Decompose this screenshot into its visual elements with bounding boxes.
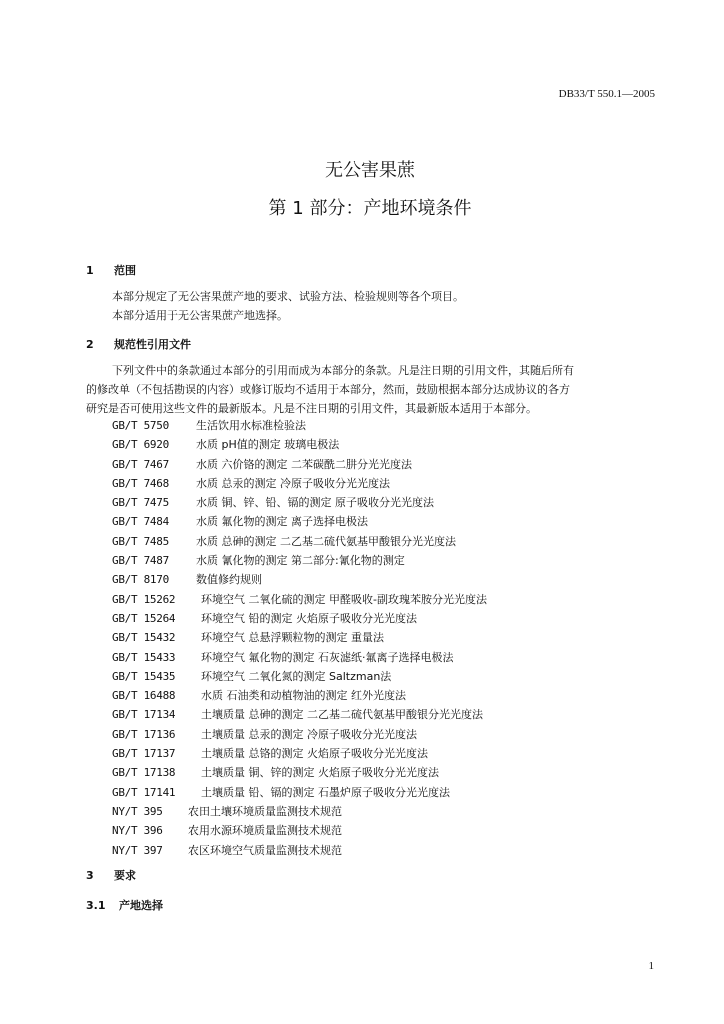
section-number: 3.1 [86, 899, 106, 912]
reference-code: GB/T 6920 [112, 438, 169, 452]
reference-title: 土壤质量 总砷的测定 二乙基二硫代氨基甲酸银分光光度法 [201, 708, 483, 722]
section-3-1-heading [86, 897, 163, 913]
reference-title: 水质 总砷的测定 二乙基二硫代氨基甲酸银分光光度法 [196, 534, 456, 548]
reference-title: 农用水源环境质量监测技术规范 [188, 824, 342, 838]
reference-title: 数值修约规则 [196, 573, 262, 587]
section-1-heading [86, 262, 136, 278]
reference-title: 水质 六价铬的测定 二苯碳酰二肼分光光度法 [196, 457, 412, 471]
reference-title: 水质 氰化物的测定 第二部分:氰化物的测定 [196, 554, 405, 568]
normative-intro-line-1: 下列文件中的条款通过本部分的引用而成为本部分的条款。凡是注日期的引用文件，其随后所有 [112, 364, 574, 377]
reference-title: 生活饮用水标准检验法 [196, 419, 306, 432]
reference-title: 水质 pH值的测定 玻璃电极法 [196, 438, 340, 452]
document-subtitle: 第 1 部分：产地环境条件 [268, 198, 472, 219]
reference-code: GB/T 15432 [112, 631, 176, 645]
reference-item [112, 802, 342, 821]
scope-paragraph-2: 本部分适用于无公害果蔗产地选择。 [112, 309, 288, 322]
reference-title: 水质 铜、锌、铅、镉的测定 原子吸收分光光度法 [196, 496, 434, 510]
reference-item [112, 493, 434, 512]
section-title: 要求 [114, 869, 136, 882]
reference-item [112, 551, 405, 570]
reference-item [112, 667, 392, 686]
reference-code: GB/T 8170 [112, 573, 169, 587]
reference-code: GB/T 16488 [112, 689, 176, 703]
reference-title: 土壤质量 铜、锌的测定 火焰原子吸收分光光度法 [201, 766, 439, 780]
reference-code: NY/T 397 [112, 843, 163, 857]
section-title: 产地选择 [119, 899, 163, 912]
reference-item [112, 648, 454, 667]
reference-code: NY/T 396 [112, 824, 163, 838]
reference-list [112, 416, 487, 860]
reference-title: 农田土壤环境质量监测技术规范 [188, 804, 342, 818]
reference-title: 环境空气 二氧化硫的测定 甲醛吸收-副玫瑰苯胺分光光度法 [201, 592, 487, 606]
reference-item [112, 628, 384, 647]
document-code: DB33/T 550.1—2005 [558, 88, 655, 100]
reference-title: 环境空气 氟化物的测定 石灰滤纸·氟离子选择电极法 [201, 650, 454, 664]
reference-item [112, 841, 342, 860]
section-number: 3 [86, 869, 94, 882]
reference-item [112, 590, 487, 609]
section-3-heading [86, 867, 136, 883]
reference-code: GB/T 15262 [112, 592, 176, 606]
scope-paragraph-1: 本部分规定了无公害果蔗产地的要求、试验方法、检验规则等各个项目。 [112, 290, 464, 303]
reference-code: GB/T 7475 [112, 496, 169, 510]
section-number: 2 [86, 338, 94, 351]
section-2-heading [86, 336, 191, 352]
reference-title: 水质 氟化物的测定 离子选择电极法 [196, 515, 368, 529]
reference-item [112, 705, 483, 724]
reference-code: GB/T 17138 [112, 766, 176, 780]
reference-item [112, 783, 450, 802]
reference-code: GB/T 7468 [112, 476, 169, 490]
reference-code: GB/T 15435 [112, 669, 176, 683]
reference-title: 农区环境空气质量监测技术规范 [188, 843, 342, 857]
reference-code: GB/T 17136 [112, 727, 176, 741]
section-title: 范围 [114, 264, 136, 277]
normative-intro-line-3: 研究是否可使用这些文件的最新版本。凡是不注日期的引用文件，其最新版本适用于本部分。 [86, 402, 537, 415]
reference-title: 土壤质量 总汞的测定 冷原子吸收分光光度法 [201, 727, 417, 741]
normative-intro-line-2: 的修改单（不包括勘误的内容）或修订版均不适用于本部分，然而，鼓励根据本部分达成协议的各方 [86, 383, 570, 396]
reference-item [112, 435, 340, 454]
reference-title: 水质 总汞的测定 冷原子吸收分光光度法 [196, 476, 390, 490]
reference-code: GB/T 17137 [112, 747, 176, 761]
reference-item [112, 686, 406, 705]
reference-title: 土壤质量 总铬的测定 火焰原子吸收分光光度法 [201, 747, 428, 761]
reference-code: GB/T 15433 [112, 650, 176, 664]
reference-item [112, 512, 368, 531]
reference-title: 水质 石油类和动植物油的测定 红外光度法 [201, 689, 406, 703]
reference-item [112, 570, 262, 589]
reference-code: GB/T 17134 [112, 708, 176, 722]
section-number: 1 [86, 264, 94, 277]
reference-item [112, 609, 417, 628]
page-number: 1 [648, 960, 654, 972]
reference-code: GB/T 7467 [112, 457, 169, 471]
reference-item [112, 763, 439, 782]
reference-code: GB/T 7485 [112, 534, 169, 548]
reference-item [112, 416, 306, 435]
reference-code: GB/T 7484 [112, 515, 169, 529]
reference-code: GB/T 17141 [112, 785, 176, 799]
reference-item [112, 744, 428, 763]
reference-item [112, 725, 417, 744]
reference-title: 环境空气 铅的测定 火焰原子吸收分光光度法 [201, 611, 417, 625]
reference-code: NY/T 395 [112, 804, 163, 818]
reference-item [112, 821, 342, 840]
document-title: 无公害果蔗 [325, 160, 415, 181]
reference-title: 环境空气 总悬浮颗粒物的测定 重量法 [201, 631, 384, 645]
reference-item [112, 532, 456, 551]
reference-item [112, 455, 412, 474]
reference-code: GB/T 7487 [112, 554, 169, 568]
reference-code: GB/T 15264 [112, 611, 176, 625]
reference-title: 环境空气 二氧化氮的测定 Saltzman法 [201, 669, 392, 683]
section-title: 规范性引用文件 [114, 338, 191, 351]
reference-item [112, 474, 390, 493]
reference-code: GB/T 5750 [112, 419, 169, 432]
reference-title: 土壤质量 铅、镉的测定 石墨炉原子吸收分光光度法 [201, 785, 450, 799]
